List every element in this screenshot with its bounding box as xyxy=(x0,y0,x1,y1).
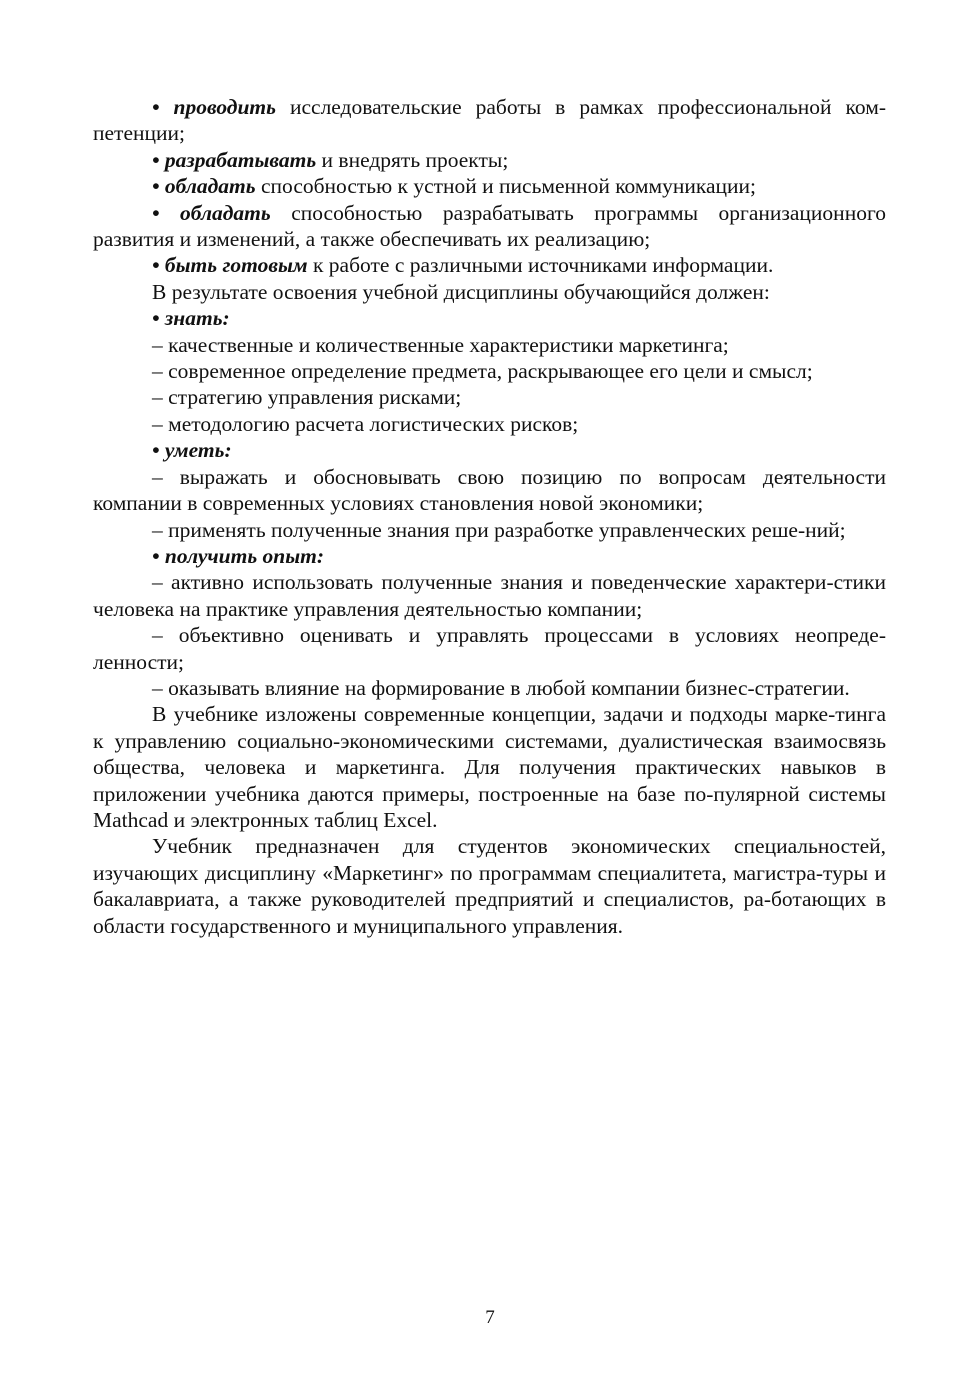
can-item: – применять полученные знания при разработке управленческих реше-ний; xyxy=(152,517,846,542)
document-body xyxy=(93,94,886,939)
know-item: – методологию расчета логистических рисков; xyxy=(152,411,579,436)
competence-text: к работе с различными источниками информации. xyxy=(307,253,774,278)
experience-item: – объективно оценивать и управлять процессами в условиях неопреде-ленности; xyxy=(93,623,886,674)
competence-verb: • проводить xyxy=(152,95,276,119)
know-item: – качественные и количественные характеристики маркетинга; xyxy=(152,332,729,357)
competence-item xyxy=(93,147,886,173)
competence-verb: • обладать xyxy=(152,200,271,225)
competence-item xyxy=(93,200,886,253)
competence-text: способностью к устной и письменной коммуникации; xyxy=(255,174,757,199)
competence-item xyxy=(93,252,886,278)
competence-verb: • обладать xyxy=(152,174,256,199)
experience-heading: • получить опыт: xyxy=(152,543,325,568)
experience-item: – оказывать влияние на формирование в любой компании бизнес-стратегии. xyxy=(152,675,850,700)
know-heading: • знать: xyxy=(152,306,230,331)
competence-text: исследовательские работы в рамках профессиональной ком-петенции; xyxy=(93,95,887,146)
competence-item xyxy=(93,173,886,199)
can-item: – выражать и обосновывать свою позицию по вопросам деятельности компании в современных условиях становления новой экономики; xyxy=(93,464,886,516)
competence-text: и внедрять проекты; xyxy=(316,147,509,172)
competence-item xyxy=(93,94,886,147)
know-item: – современное определение предмета, раскрывающее его цели и смысл; xyxy=(152,359,813,384)
experience-item: – активно использовать полученные знания и поведенческие характери-стики человека на практике управления деятельностью компании; xyxy=(93,570,886,621)
outcomes-intro: В результате освоения учебной дисциплины обучающийся должен: xyxy=(152,279,770,304)
competence-verb: • быть готовым xyxy=(152,253,308,278)
competence-text: способностью разрабатывать программы организационного развития и изменений, а также обеспечивать их реализацию; xyxy=(93,200,886,252)
page-number: 7 xyxy=(485,1307,495,1328)
can-heading: • уметь: xyxy=(152,438,232,463)
know-item: – стратегию управления рисками; xyxy=(152,385,462,410)
audience-paragraph: Учебник предназначен для студентов экономических специальностей, изучающих дисциплину «Маркетинг» по программам специалитета, магистра-туры и бакалавриата, а также руководителей предприятий и специалистов, ра-ботающих в области государственного и муниципального управления. xyxy=(93,834,886,938)
summary-paragraph: В учебнике изложены современные концепции, задачи и подходы марке-тинга к управлению социально-экономическими системами, дуалистическая взаимосвязь общества, человека и маркетинга. Для получения практических навыков в приложении учебника даются примеры, построенные на базе по-пулярной системы Mathcad и электронных таблиц Excel. xyxy=(93,702,886,832)
competence-verb: • разрабатывать xyxy=(152,147,317,172)
